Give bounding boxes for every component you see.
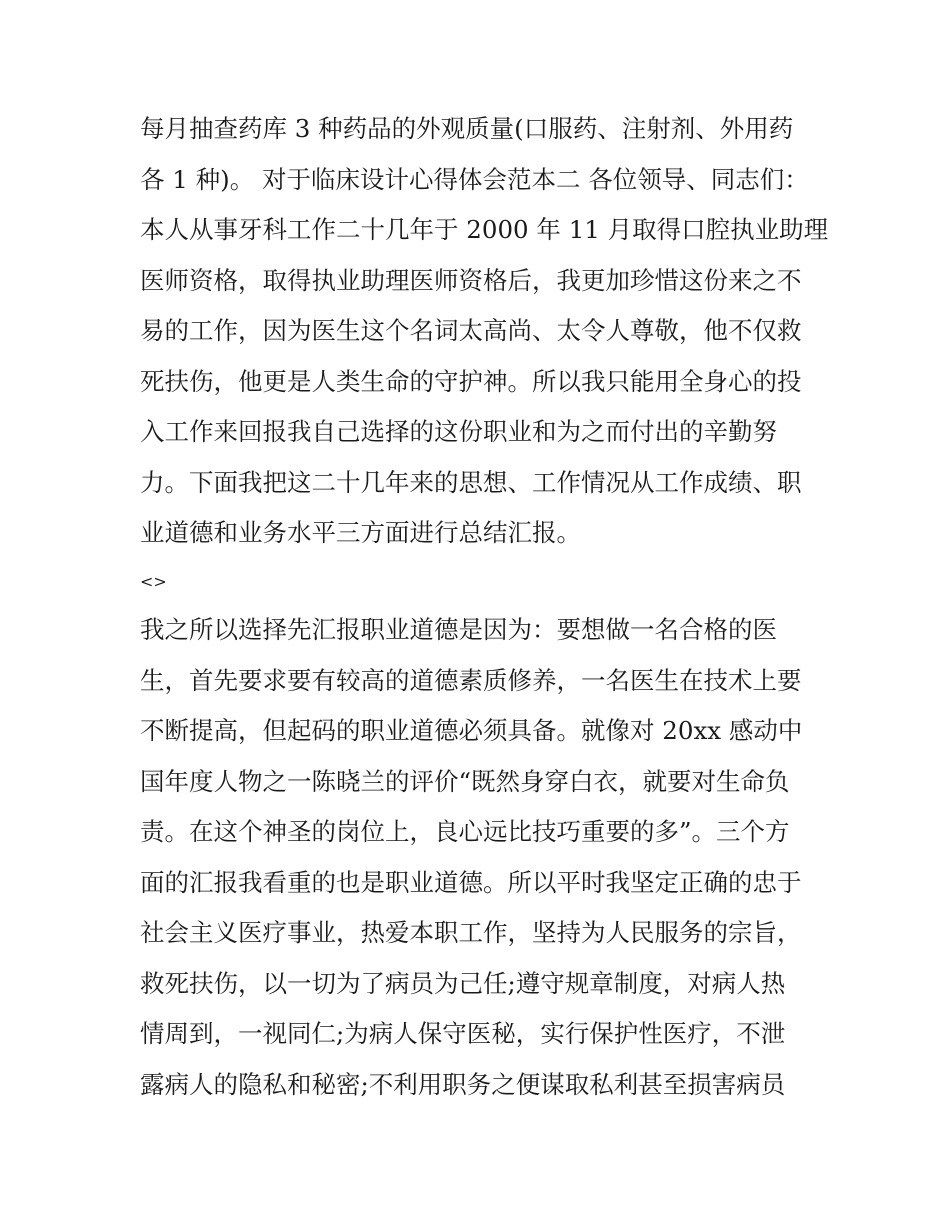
- paragraph-2: [140, 605, 820, 1110]
- paragraph-line: 力。下面我把这二十几年来的思想、工作情况从工作成绩、职: [140, 467, 802, 497]
- paragraph-line: 入工作来回报我自己选择的这份职业和为之而付出的辛勤努: [140, 417, 777, 446]
- paragraph-line: 易的工作，因为医生这个名词太高尚、太令人尊敬，他不仅救: [140, 316, 802, 345]
- paragraph-line: 死扶伤，他更是人类生命的守护神。所以我只能用全身心的投: [140, 366, 802, 396]
- paragraph-line: 社会主义医疗事业，热爱本职工作，坚持为人民服务的宗旨，: [140, 918, 802, 947]
- paragraph-line: 情周到，一视同仁;为病人保守医秘，实行保护性医疗，不泄: [140, 1019, 786, 1048]
- paragraph-line: 面的汇报我看重的也是职业道德。所以平时我坚定正确的忠于: [140, 867, 802, 897]
- paragraph-line: 国年度人物之一陈晓兰的评价“既然身穿白衣，就要对生命负: [140, 766, 790, 796]
- paragraph-line: 我之所以选择先汇报职业道德是因为：要想做一名合格的医: [140, 615, 777, 644]
- paragraph-line: 责。在这个神圣的岗位上，良心远比技巧重要的多”。三个方: [140, 817, 790, 846]
- paragraph-line: 业道德和业务水平三方面进行总结汇报。: [140, 518, 581, 547]
- paragraph-line: 不断提高，但起码的职业道德必须具备。就像对 20xx 感动中: [140, 716, 803, 745]
- paragraph-line: 生，首先要求要有较高的道德素质修养，一名医生在技术上要: [140, 665, 802, 695]
- section-marker: <>: [140, 572, 167, 591]
- paragraph-line: 本人从事牙科工作二十几年于 2000 年 11 月取得口腔执业助理: [140, 215, 829, 244]
- paragraph-line: 救死扶伤，以一切为了病员为己任;遵守规章制度，对病人热: [140, 968, 786, 998]
- paragraph-line: 各 1 种)。 对于临床设计心得体会范本二 各位领导、同志们：: [140, 164, 809, 194]
- paragraph-line: 医师资格，取得执业助理医师资格后，我更加珍惜这份来之不: [140, 265, 802, 295]
- paragraph-line: 露病人的隐私和秘密;不利用职务之便谋取私利甚至损害病员: [140, 1069, 786, 1099]
- paragraph-line: 每月抽查药库 3 种药品的外观质量(口服药、注射剂、外用药: [140, 114, 794, 143]
- paragraph-1: [140, 104, 829, 559]
